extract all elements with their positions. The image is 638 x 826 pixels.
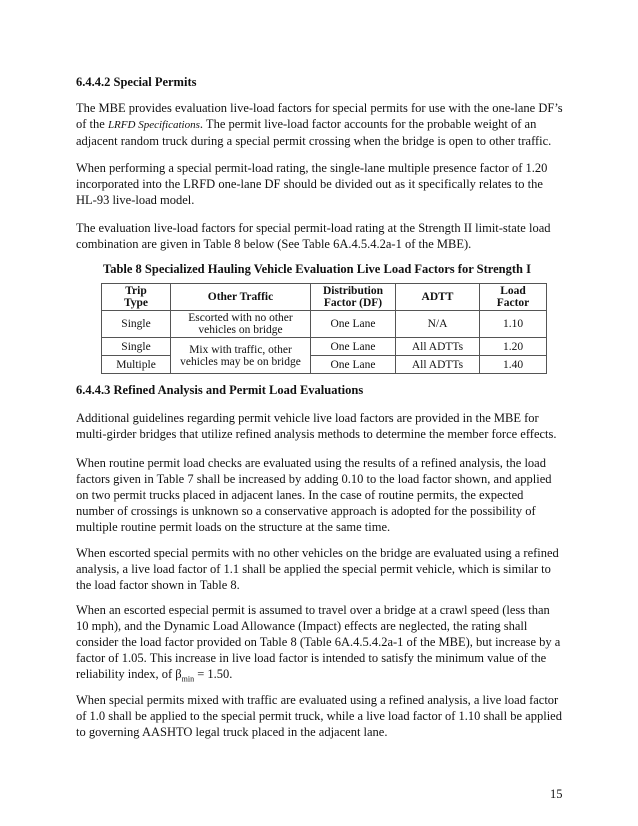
text-line: adjacent random truck during a special permit crossing when the bridge is open to other traffic. (76, 134, 552, 148)
cell-df: One Lane (311, 311, 396, 338)
text-run: reliability index, of β (76, 667, 182, 681)
paragraph-mbe-factors (76, 100, 568, 149)
section-heading-special-permits: 6.4.4.2 Special Permits (76, 75, 197, 89)
text-line: to governing AASHTO legal truck placed in the adjacent lane. (76, 725, 388, 739)
table-caption: Table 8 Specialized Hauling Vehicle Evaluation Live Load Factors for Strength I (103, 262, 531, 276)
cell-df: One Lane (311, 338, 396, 356)
page-number: 15 (550, 787, 563, 801)
header-text: Factor (DF) (323, 297, 383, 309)
header-text: Distribution (322, 285, 384, 297)
text-line: on two permit trucks placed in adjacent lanes. In the case of routine permits, the expected (76, 488, 524, 502)
table-row (102, 356, 547, 374)
header-other-traffic: Other Traffic (171, 284, 311, 311)
text-line: When routine permit load checks are evaluated using the results of a refined analysis, the load (76, 456, 546, 470)
header-distribution-factor (311, 284, 396, 311)
header-adtt: ADTT (396, 284, 480, 311)
text-run: = 1.50. (194, 667, 233, 681)
text-line: analysis, a live load factor of 1.1 shall be applied the special permit vehicle, which is similar to (76, 562, 551, 576)
text-line: of 1.0 shall be applied to the special permit truck, while a live load factor of 1.10 shall be applied (76, 709, 562, 723)
text-line (76, 116, 568, 133)
cell-traffic (171, 338, 311, 374)
paragraph-multiple-presence (76, 160, 568, 208)
text-line: Additional guidelines regarding permit vehicle live load factors are provided in the MBE for (76, 411, 539, 425)
lrfd-specifications-italic: LRFD Specifications (107, 119, 200, 131)
text-line: factor of 1.05. This increase in live load factor is intended to satisfy the minimum value of the (76, 651, 547, 665)
text-line: The MBE provides evaluation live-load factors for special permits for use with the one-lane DF’s (76, 101, 563, 115)
header-text: Type (123, 297, 149, 309)
text-line: the load factor shown in Table 8. (76, 578, 240, 592)
cell-trip: Single (102, 338, 171, 356)
cell-trip: Single (102, 311, 171, 338)
load-factor-table (101, 283, 547, 374)
paragraph-mixed-traffic (76, 692, 568, 740)
text-line: combination are given in Table 8 below (See Table 6A.4.5.4.2a-1 of the MBE). (76, 237, 472, 251)
text-line: factors given in Table 7 shall be increased by adding 0.10 to the load factor shown, and applied (76, 472, 552, 486)
header-text: Factor (496, 297, 530, 309)
cell-adtt: All ADTTs (396, 356, 480, 374)
text-line: number of crossings is unknown so a conservative approach is adopted for the possibility of (76, 504, 536, 518)
cell-traffic (171, 311, 311, 338)
table-row (102, 338, 547, 356)
cell-adtt: N/A (396, 311, 480, 338)
cell-adtt: All ADTTs (396, 338, 480, 356)
table-header-row (102, 284, 547, 311)
table-row (102, 311, 547, 338)
text-line (76, 666, 568, 688)
cell-df: One Lane (311, 356, 396, 374)
text-line: When escorted special permits with no other vehicles on the bridge are evaluated using a refined (76, 546, 559, 560)
text-line: When performing a special permit-load rating, the single-lane multiple presence factor of 1.20 (76, 161, 548, 175)
section-heading-refined-analysis: 6.4.4.3 Refined Analysis and Permit Load Evaluations (76, 383, 364, 397)
text-line: incorporated into the LRFD one-lane DF should be divided out as it specifically relates to the (76, 177, 543, 191)
text-line: HL-93 live-load model. (76, 193, 195, 207)
text-line: multiple routine permit loads on the structure at the same time. (76, 520, 391, 534)
beta-subscript: min (181, 674, 195, 684)
cell-load-factor: 1.40 (480, 356, 547, 374)
cell-text: Escorted with no other (188, 312, 293, 324)
paragraph-escorted-permits (76, 545, 568, 593)
cell-load-factor: 1.10 (480, 311, 547, 338)
text-line: When special permits mixed with traffic are evaluated using a refined analysis, a live load factor (76, 693, 559, 707)
paragraph-routine-permits (76, 455, 568, 535)
text-line: When an escorted especial permit is assumed to travel over a bridge at a crawl speed (less than (76, 603, 550, 617)
text-line: multi-girder bridges that utilize refined analysis methods to determine the member force effects. (76, 427, 557, 441)
paragraph-strength-ii (76, 220, 568, 252)
cell-text: Mix with traffic, other (189, 343, 292, 356)
cell-trip: Multiple (102, 356, 171, 374)
paragraph-crawl-speed (76, 602, 568, 688)
header-load-factor (480, 284, 547, 311)
header-text: Trip (125, 285, 147, 297)
paragraph-additional-guidelines (76, 410, 568, 442)
text-run: of the (76, 117, 108, 131)
cell-text: vehicles may be on bridge (180, 355, 301, 368)
text-line: consider the load factor provided on Table 8 (Table 6A.4.5.4.2a-1 of the MBE), but increase by a (76, 635, 561, 649)
text-line: The evaluation live-load factors for special permit-load rating at the Strength II limit-state load (76, 221, 551, 235)
text-line: 10 mph), and the Dynamic Load Allowance (Impact) effects are neglected, the rating shall (76, 619, 528, 633)
cell-load-factor: 1.20 (480, 338, 547, 356)
header-trip-type (102, 284, 171, 311)
cell-text: vehicles on bridge (198, 324, 283, 336)
header-text: Load (500, 285, 526, 297)
text-run: . The permit live-load factor accounts for the probable weight of an (199, 117, 537, 131)
